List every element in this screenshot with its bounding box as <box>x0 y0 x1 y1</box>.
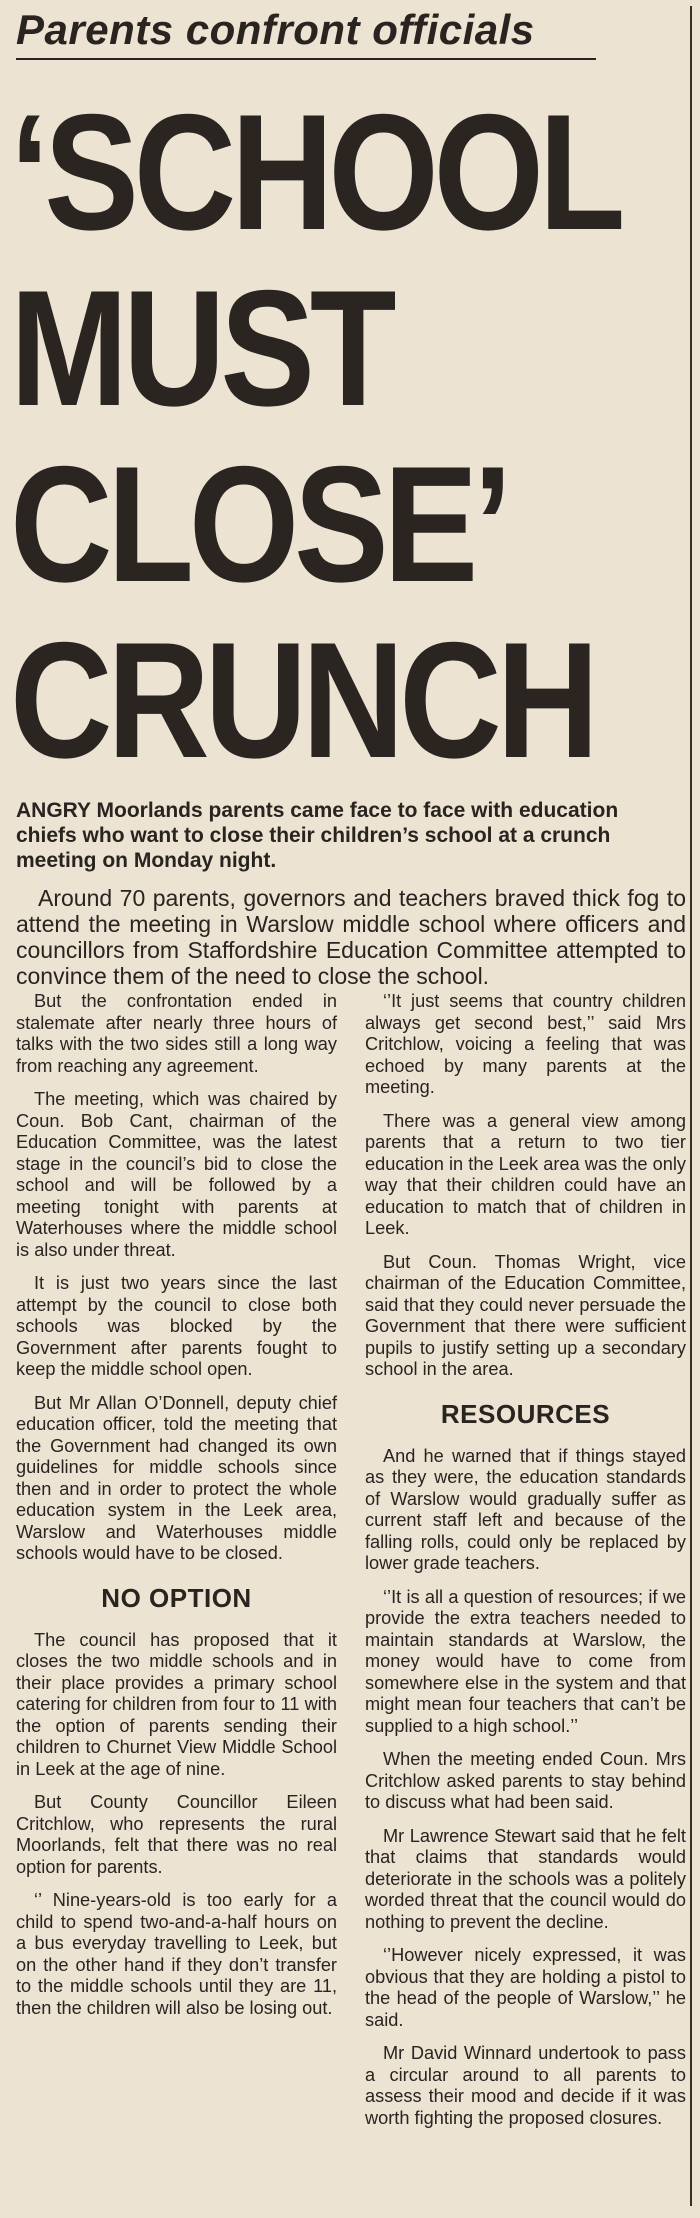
paragraph: There was a general view among parents that a return to two tier education in the Leek area was the only way that their children could have an education to match that of children in Leek. <box>365 1110 686 1238</box>
paragraph: ‘’It just seems that country children always get second best,’’ said Mrs Critchlow, voicing a feeling that was echoed by many parents at the meeting. <box>365 991 686 1097</box>
paragraph: But the confrontation ended in stalemate after nearly three hours of talks with the two sides still a long way from reaching any agreement. <box>16 991 337 1076</box>
paragraph: It is just two years since the last attempt by the council to close both schools was blocked by the Government after parents fought to keep the middle school open. <box>16 1273 337 1379</box>
intro-paragraph: ANGRY Moorlands parents came face to face with education chiefs who want to close their children’s school at a crunch meeting on Monday night. <box>16 799 619 872</box>
column-right <box>365 991 686 2141</box>
subhead-resources: RESOURCES <box>440 1398 611 1429</box>
paragraph: Mr David Winnard undertook to pass a circular around to all parents to assess their mood and decide if it was worth fighting the proposed closures. <box>365 2043 686 2128</box>
column-left <box>16 991 337 2141</box>
headline-line-3: CLOSE’ <box>10 432 508 616</box>
paragraph: But County Councillor Eileen Critchlow, who represents the rural Moorlands, felt that there was no real option for parents. <box>16 1792 337 1877</box>
lead-paragraph: Around 70 parents, governors and teachers braved thick fog to attend the meeting in Warslow middle school where officers and councillors from Staffordshire Education Committee attempted to convince them of the need to close the school. <box>16 885 686 989</box>
paragraph: The council has proposed that it closes the two middle schools and in their place provides a primary school catering for children from four to 11 with the option of parents sending their children to Churnet View Middle School in Leek at the age of nine. <box>16 1629 337 1779</box>
paragraph: But Coun. Thomas Wright, vice chairman of the Education Committee, said that they could never persuade the Government that there were sufficient pupils to justify setting up a secondary school in the area. <box>365 1251 686 1379</box>
subhead-no-option: NO OPTION <box>101 1582 252 1613</box>
paragraph: ‘’It is all a question of resources; if we provide the extra teachers needed to maintain standards at Warslow, the money would have to come from somewhere else in the system and that might mean four teachers that can’t be supplied to a high school.’’ <box>365 1586 686 1736</box>
headline-line-4: CRUNCH <box>10 608 594 792</box>
main-headline <box>10 80 690 792</box>
paragraph: ‘’ Nine-years-old is too early for a child to spend two-and-a-half hours on a bus everyday travelling to Leek, but on the other hand if they don’t transfer to the middle schools until they are 11, then the children will also be losing out. <box>16 1890 337 2018</box>
kicker-headline: Parents confront officials <box>16 6 596 60</box>
paragraph: ‘’However nicely expressed, it was obvious that they are holding a pistol to the head of the people of Warslow,’’ he said. <box>365 1945 686 2030</box>
paragraph: The meeting, which was chaired by Coun. Bob Cant, chairman of the Education Committee, was the latest stage in the council’s bid to close the school and will be followed by a meeting tonight with parents at Waterhouses where the middle school is also under threat. <box>16 1089 337 1260</box>
paragraph: When the meeting ended Coun. Mrs Critchlow asked parents to stay behind to discuss what had been said. <box>365 1749 686 1812</box>
paragraph: And he warned that if things stayed as they were, the education standards of Warslow would gradually suffer as current staff left and because of the falling rolls, could only be replaced by lower grade teachers. <box>365 1445 686 1573</box>
newspaper-clipping <box>10 6 692 2206</box>
paragraph: But Mr Allan O’Donnell, deputy chief education officer, told the meeting that the Government had changed its own guidelines for middle schools since then and in order to protect the whole education system in the Leek area, Warslow and Waterhouses middle schools would have to be closed. <box>16 1392 337 1563</box>
paragraph: Mr Lawrence Stewart said that he felt that claims that standards would deteriorate in the schools was a politely worded threat that the council would do nothing to prevent the decline. <box>365 1825 686 1932</box>
article-columns <box>16 991 686 2141</box>
headline-line-2: MUST <box>10 256 392 440</box>
headline-line-1: ‘SCHOOL <box>10 80 621 264</box>
